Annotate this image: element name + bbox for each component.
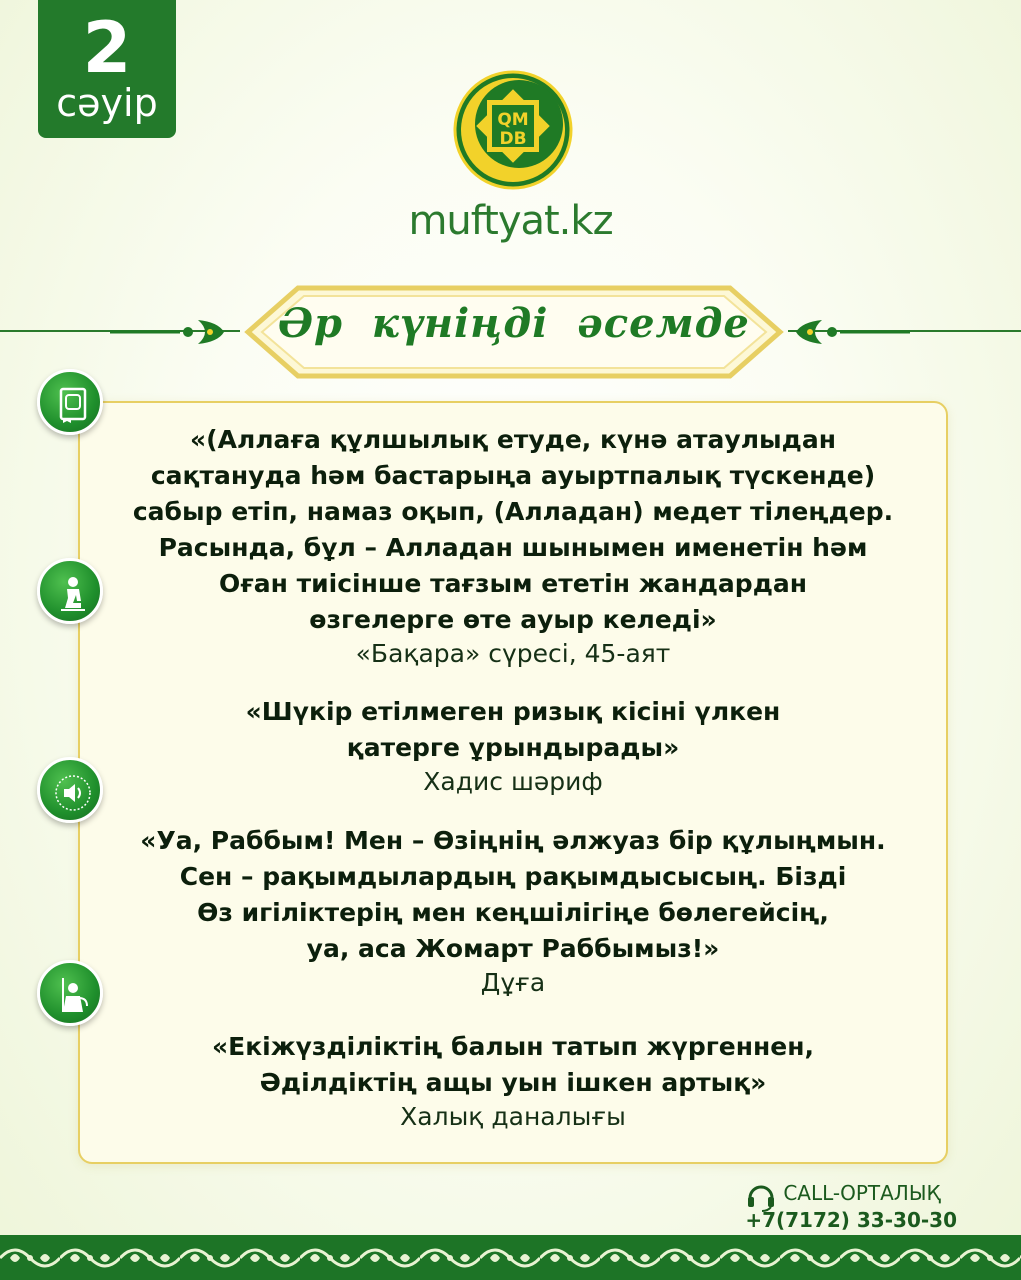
- footer-ornament: [0, 1235, 1021, 1280]
- quote-line: Өз игіліктерің мен кеңшілігіңе бөлегейсің,: [197, 898, 829, 927]
- site-name: muftyat.kz: [408, 198, 613, 244]
- quran-book-icon: [37, 369, 103, 435]
- quote-source: Хадис шәриф: [423, 767, 603, 796]
- quote-block-2: [78, 694, 948, 798]
- ornament-left-icon: [110, 310, 230, 354]
- logo-text-bottom: DB: [499, 129, 527, 149]
- banner-title: Әр күніңді әсемде: [278, 300, 750, 347]
- date-day: 2: [82, 7, 132, 89]
- quote-line: сабыр етіп, намаз оқып, (Алладан) медет тілеңдер.: [132, 497, 894, 526]
- quote-line: Сен – рақымдылардың рақымдысысың. Бізді: [179, 862, 847, 891]
- quote-line: өзгелерге өте ауыр келеді»: [309, 605, 717, 634]
- quote-source: Халық даналығы: [400, 1102, 626, 1131]
- date-month: сәуір: [56, 81, 158, 125]
- quote-block-4: [78, 1029, 948, 1133]
- quote-block-3: [78, 823, 948, 999]
- quote-line: Расында, бұл – Алладан шынымен именетін һәм: [158, 533, 868, 562]
- quote-line: Оған тиісінше тағзым ететін жандардан: [218, 569, 808, 598]
- quote-line: «Шүкір етілмеген ризық кісіні үлкен: [245, 697, 781, 726]
- quote-line: уа, аса Жомарт Раббымыз!»: [306, 934, 720, 963]
- praying-person-icon: [37, 558, 103, 624]
- quote-line: Әділдіктің ащы уын ішкен артық»: [259, 1068, 767, 1097]
- muftyat-logo: [453, 70, 573, 190]
- speaker-icon: [37, 757, 103, 823]
- call-centre-phone[interactable]: +7(7172) 33-30-30: [745, 1208, 957, 1232]
- quote-line: «Екіжүзділіктің балын татып жүргеннен,: [211, 1032, 815, 1061]
- quote-source: «Бақара» сүресі, 45-аят: [355, 639, 671, 668]
- headset-icon: [745, 1180, 777, 1212]
- quote-line: сақтануда һәм бастарыңа ауыртпалық түскенде): [150, 461, 876, 490]
- logo-text-top: QM: [497, 110, 529, 130]
- call-centre-label: CALL-ОРТАЛЫҚ: [783, 1181, 941, 1205]
- footer-pattern-icon: [0, 1239, 1021, 1277]
- quote-line: қатерге ұрындырады»: [346, 733, 680, 762]
- quote-block-1: [78, 422, 948, 670]
- quote-line: «(Аллаға құлшылық етуде, күнә атаулыдан: [190, 425, 836, 454]
- date-badge: [38, 0, 176, 138]
- quote-source: Дұға: [480, 968, 546, 997]
- quote-line: «Уа, Раббым! Мен – Өзіңнің әлжуаз бір құлыңмын.: [140, 826, 886, 855]
- wise-elder-icon: [37, 960, 103, 1026]
- call-centre: [745, 1180, 957, 1234]
- ornament-right-icon: [790, 310, 910, 354]
